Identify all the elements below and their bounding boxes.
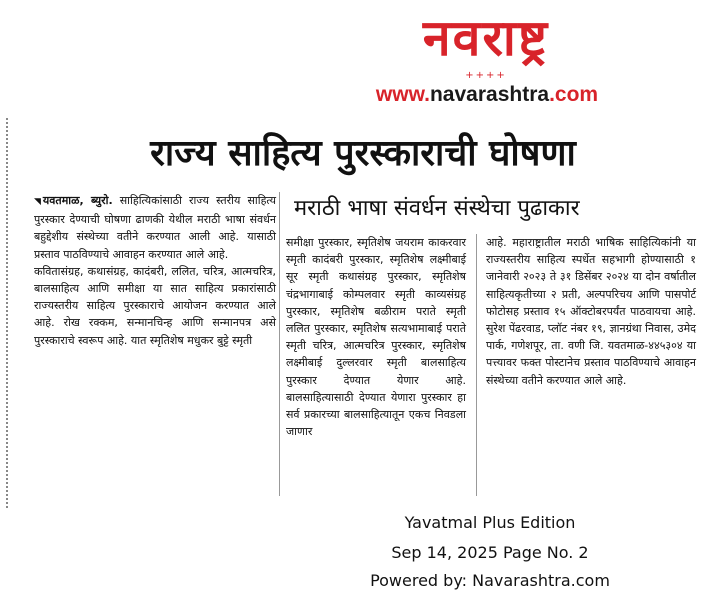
bullet-icon: ◥ — [34, 197, 41, 207]
column-divider-2 — [476, 234, 477, 496]
url-name: navarashtra — [429, 83, 550, 106]
footer-date-page: Sep 14, 2025 Page No. 2 — [391, 543, 589, 562]
column-divider-1 — [279, 192, 280, 496]
article-subheadline: मराठी भाषा संवर्धन संस्थेचा पुढाकार — [294, 196, 580, 221]
article-headline: राज्य साहित्य पुरस्काराची घोषणा — [150, 133, 576, 174]
article-dateline: यवतमाळ, ब्युरो. — [42, 194, 113, 207]
article-column-1 — [34, 192, 276, 502]
masthead-logo: नवराष्ट्र — [422, 9, 550, 67]
url-prefix: www. — [375, 83, 430, 106]
article-column-3 — [486, 234, 696, 504]
column-3-text: आहे. महाराष्ट्रातील मराठी भाषिक साहित्यिकांनी या राज्यस्तरीय साहित्य स्पर्धेत सहभागी होण्यासाठी १ जानेवारी २०२३ ते ३१ डिसेंबर २०२४ या दोन वर्षातील साहित्यकृतीच्या २ प्रती, अल्पपरिचय आणि पासपोर्ट फोटोसह प्रस्ताव १५ ऑक्टोबरपर्यंत पाठवायचा आहे. सुरेश पेंढरवाड, प्लॉट नंबर १९, ज्ञानग्रंथा निवास, उमेद पार्क, गणेशपूर, ता. वणी जि. यवतमाळ-४४५३०४ या पत्त्यावर फक्त पोस्टानेच प्रस्ताव पाठविण्याचे आवाहन संस्थेच्या वतीने करण्यात आले आहे. — [486, 236, 696, 387]
article-column-2 — [286, 234, 466, 504]
footer-edition: Yavatmal Plus Edition — [404, 513, 576, 532]
clipping-edge-divider — [6, 118, 10, 508]
masthead-plus-marks: ++++ — [465, 70, 507, 81]
column-1-paragraph-2: कवितासंग्रह, कथासंग्रह, कादंबरी, ललित, चरित्र, आत्मचरित्र, बालसाहित्य आणि समीक्षा या सात साहित्य प्रकारांसाठी राज्यस्तरीय साहित्य पुरस्काराचे आयोजन करण्यात आले आहे. रोख रक्कम, सन्मानचिन्ह आणि सन्मानपत्र असे पुरस्काराचे स्वरूप आहे. यात स्मृतिशेष मधुकर बुट्टे स्मृती — [34, 264, 276, 347]
url-suffix: .com — [549, 83, 599, 106]
column-2-text: समीक्षा पुरस्कार, स्मृतिशेष जयराम काकरवार स्मृती कादंबरी पुरस्कार, स्मृतिशेष लक्ष्मीबाई सूर स्मृती कथासंग्रह पुरस्कार, स्मृतिशेष चंद्रभागाबाई कोम्पलवार स्मृती काव्यसंग्रह पुरस्कार, स्मृतिशेष बळीराम पराते स्मृती ललित पुरस्कार, स्मृतिशेष सत्यभामाबाई पराते स्मृती चरित्र, आत्मचरित्र पुरस्कार, स्मृतिशेष लक्ष्मीबाई दुल्लरवार स्मृती बालसाहित्य पुरस्कार देण्यात येणार आहे. बालसाहित्यासाठी देण्यात येणारा पुरस्कार हा सर्व प्रकारच्या बालसाहित्यातून एकच निवडला जाणार — [286, 236, 466, 439]
masthead-url[interactable] — [332, 82, 642, 108]
footer-powered-by: Powered by: Navarashtra.com — [370, 571, 610, 590]
column-1-paragraph-1 — [34, 192, 276, 263]
column-1-text-1: साहित्यिकांसाठी राज्य स्तरीय साहित्य पुरस्कार देण्याची घोषणा ढाणकी येथील मराठी भाषा संवर्धन बहुद्देशीय संस्थेच्या वतीने करण्यात आली आहे. यासाठी प्रस्ताव पाठविण्याचे आवाहन करण्यात आले आहे. — [34, 194, 277, 261]
